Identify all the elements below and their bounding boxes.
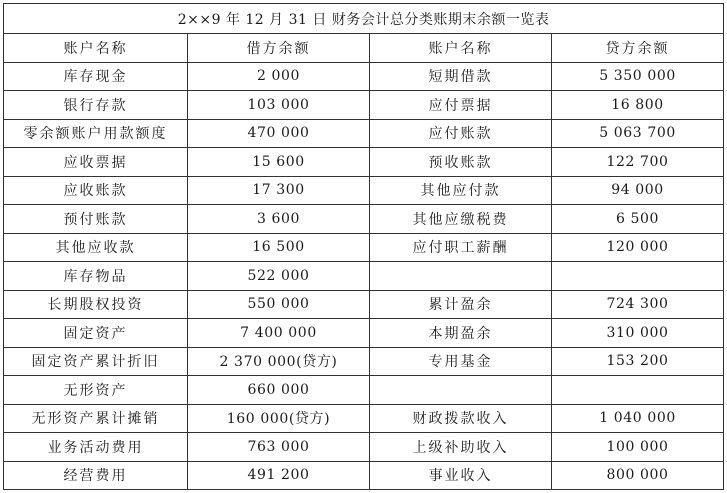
ledger-body — [4, 62, 724, 490]
credit-account-cell: 上级补助收入 — [370, 433, 552, 462]
debit-balance-cell: 763 000 — [188, 433, 370, 462]
debit-balance-cell: 16 500 — [188, 233, 370, 262]
credit-account-cell: 专用基金 — [370, 347, 552, 376]
debit-account-cell: 业务活动费用 — [4, 433, 188, 462]
table-row — [4, 91, 724, 120]
debit-balance-cell: 522 000 — [188, 262, 370, 291]
credit-account-cell: 预收账款 — [370, 148, 552, 177]
credit-account-cell: 事业收入 — [370, 461, 552, 490]
table-row — [4, 433, 724, 462]
table-row — [4, 119, 724, 148]
credit-account-cell: 其他应缴税费 — [370, 205, 552, 234]
table-row — [4, 376, 724, 405]
ledger-balance-table — [3, 3, 724, 490]
credit-account-cell: 累计盈余 — [370, 290, 552, 319]
credit-account-cell — [370, 376, 552, 405]
debit-account-cell: 银行存款 — [4, 91, 188, 120]
credit-account-cell — [370, 262, 552, 291]
debit-balance-cell: 15 600 — [188, 148, 370, 177]
credit-balance-cell: 310 000 — [552, 319, 724, 348]
debit-account-cell: 零余额账户用款额度 — [4, 119, 188, 148]
credit-balance-cell: 800 000 — [552, 461, 724, 490]
header-row — [4, 34, 724, 63]
credit-balance-cell: 122 700 — [552, 148, 724, 177]
credit-account-cell: 本期盈余 — [370, 319, 552, 348]
debit-balance-cell: 2 000 — [188, 62, 370, 91]
debit-account-cell: 库存物品 — [4, 262, 188, 291]
debit-balance-cell: 103 000 — [188, 91, 370, 120]
credit-account-cell: 应付职工薪酬 — [370, 233, 552, 262]
credit-balance-cell: 120 000 — [552, 233, 724, 262]
debit-account-cell: 应收账款 — [4, 176, 188, 205]
debit-account-cell: 无形资产 — [4, 376, 188, 405]
credit-balance-cell — [552, 262, 724, 291]
header-credit-balance: 贷方余额 — [552, 34, 724, 63]
table-row — [4, 262, 724, 291]
table-row — [4, 176, 724, 205]
debit-balance-cell: 491 200 — [188, 461, 370, 490]
table-row — [4, 62, 724, 91]
table-row — [4, 319, 724, 348]
credit-account-cell: 财政拨款收入 — [370, 404, 552, 433]
credit-balance-cell — [552, 376, 724, 405]
header-debit-balance: 借方余额 — [188, 34, 370, 63]
credit-account-cell: 应付账款 — [370, 119, 552, 148]
debit-balance-cell: 2 370 000(贷方) — [188, 347, 370, 376]
debit-account-cell: 无形资产累计摊销 — [4, 404, 188, 433]
table-row — [4, 290, 724, 319]
credit-balance-cell: 724 300 — [552, 290, 724, 319]
credit-balance-cell: 100 000 — [552, 433, 724, 462]
table-row — [4, 205, 724, 234]
debit-account-cell: 固定资产累计折旧 — [4, 347, 188, 376]
header-debit-account: 账户名称 — [4, 34, 188, 63]
debit-balance-cell: 160 000(贷方) — [188, 404, 370, 433]
credit-account-cell: 短期借款 — [370, 62, 552, 91]
debit-balance-cell: 550 000 — [188, 290, 370, 319]
debit-balance-cell: 17 300 — [188, 176, 370, 205]
table-row — [4, 461, 724, 490]
table-row — [4, 233, 724, 262]
debit-account-cell: 长期股权投资 — [4, 290, 188, 319]
debit-account-cell: 其他应收款 — [4, 233, 188, 262]
credit-balance-cell: 94 000 — [552, 176, 724, 205]
debit-account-cell: 预付账款 — [4, 205, 188, 234]
credit-account-cell: 其他应付款 — [370, 176, 552, 205]
credit-balance-cell: 16 800 — [552, 91, 724, 120]
credit-balance-cell: 6 500 — [552, 205, 724, 234]
debit-account-cell: 应收票据 — [4, 148, 188, 177]
debit-balance-cell: 3 600 — [188, 205, 370, 234]
debit-account-cell: 经营费用 — [4, 461, 188, 490]
title-row — [4, 4, 724, 34]
credit-balance-cell: 153 200 — [552, 347, 724, 376]
debit-balance-cell: 7 400 000 — [188, 319, 370, 348]
table-row — [4, 148, 724, 177]
debit-balance-cell: 470 000 — [188, 119, 370, 148]
credit-balance-cell: 1 040 000 — [552, 404, 724, 433]
table-row — [4, 404, 724, 433]
debit-account-cell: 库存现金 — [4, 62, 188, 91]
table-row — [4, 347, 724, 376]
header-credit-account: 账户名称 — [370, 34, 552, 63]
credit-balance-cell: 5 063 700 — [552, 119, 724, 148]
debit-account-cell: 固定资产 — [4, 319, 188, 348]
table-title: 2××9 年 12 月 31 日 财务会计总分类账期末余额一览表 — [4, 4, 724, 34]
credit-balance-cell: 5 350 000 — [552, 62, 724, 91]
debit-balance-cell: 660 000 — [188, 376, 370, 405]
credit-account-cell: 应付票据 — [370, 91, 552, 120]
